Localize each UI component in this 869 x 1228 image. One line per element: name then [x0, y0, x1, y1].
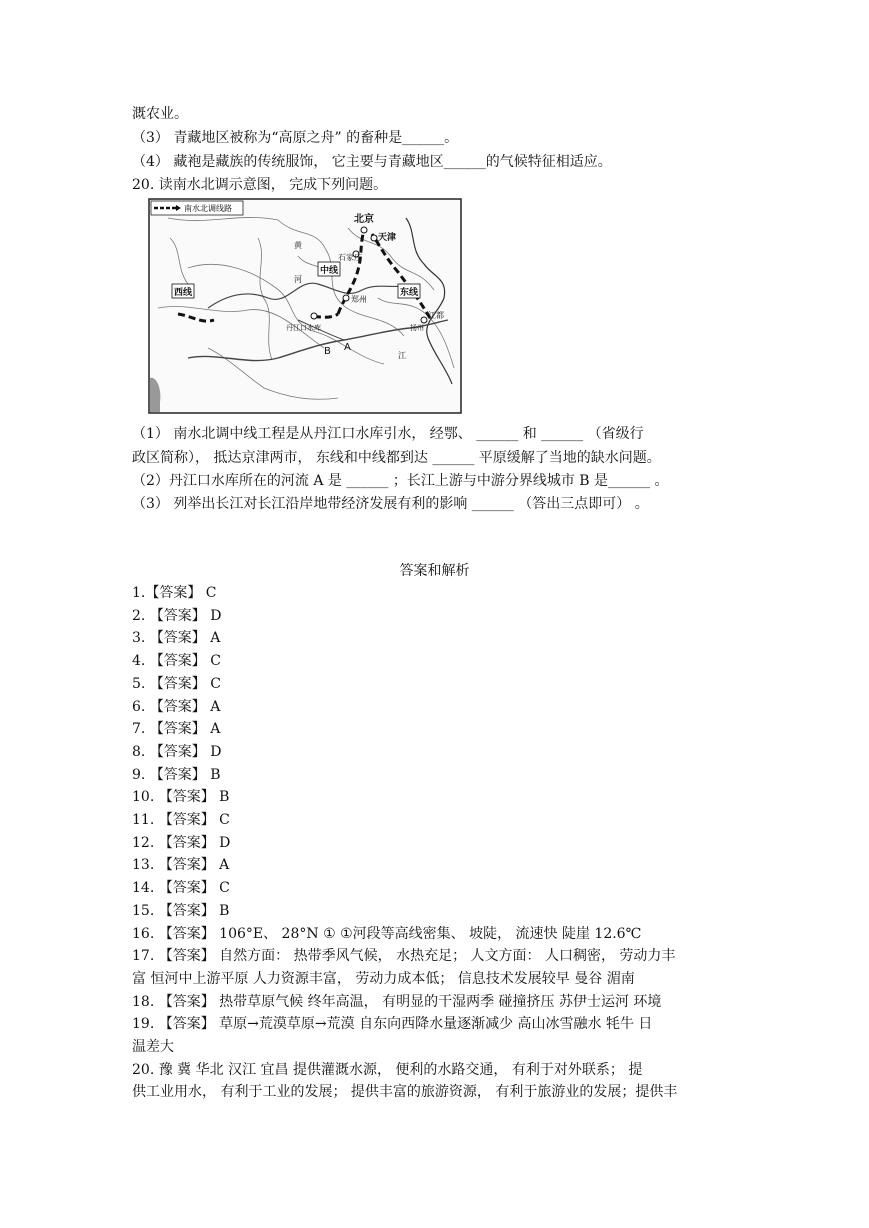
answer-line: 1.【答案】 C: [132, 585, 217, 601]
river-char-label-2: 河: [294, 275, 302, 284]
zhengzhou-marker: [343, 295, 349, 301]
question-19-3: （3） 青藏地区被称为“高原之舟” 的畜种是______。: [132, 130, 459, 146]
question-20-3: （3） 列举出长江对长江沿岸地带经济发展有利的影响 ______ （答出三点即可） 。: [132, 496, 649, 512]
answer-line: 5. 【答案】 C: [132, 676, 221, 692]
east-route-label: 东线: [400, 288, 419, 298]
danjiangkou-marker: [311, 313, 317, 319]
city-b-label: B: [324, 346, 331, 357]
question-20-2: （2）丹江口水库所在的河流 A 是 ______ ；长江上游与中游分界线城市 B 是______ 。: [132, 473, 669, 489]
answer-line: 9. 【答案】 B: [132, 767, 221, 783]
beijing-label: 北京: [354, 214, 374, 225]
answer-line: 18. 【答案】 热带草原气候 终年高温， 有明显的干湿两季 碰撞挤压 苏伊士运河 环境: [132, 994, 662, 1010]
answer-line: 15. 【答案】 B: [132, 903, 230, 919]
answer-line: 13. 【答案】 A: [132, 857, 230, 873]
river-a-label: A: [344, 342, 351, 353]
answer-line: 8. 【答案】 D: [132, 744, 222, 760]
yangzhou-label: 扬州: [410, 324, 424, 332]
answer-line: 17. 【答案】 自然方面： 热带季风气候， 水热充足； 人文方面： 人口稠密， 劳动力丰: [132, 948, 676, 964]
answer-line: 3. 【答案】 A: [132, 630, 221, 646]
legend-label: 南水北调线路: [184, 204, 232, 213]
text-line: 溉农业。: [132, 106, 188, 122]
question-20-1a: （1） 南水北调中线工程是从丹江口水库引水， 经鄂、 ______ 和 ______ （省级行: [132, 426, 644, 442]
answer-line: 6. 【答案】 A: [132, 699, 221, 715]
answer-line: 12. 【答案】 D: [132, 835, 231, 851]
answer-line: 富 恒河中上游平原 人力资源丰富， 劳动力成本低； 信息技术发展较早 曼谷 湄南: [132, 971, 635, 987]
answer-line: 2. 【答案】 D: [132, 608, 222, 624]
question-20-title: 20. 读南水北调示意图， 完成下列问题。: [132, 177, 388, 193]
answer-line: 14. 【答案】 C: [132, 880, 230, 896]
answer-line: 4. 【答案】 C: [132, 653, 221, 669]
question-19-4: （4） 藏袍是藏族的传统服饰， 它主要与青藏地区______的气候特征相适应。: [132, 154, 612, 170]
west-route-label: 西线: [174, 288, 193, 298]
answer-line: 16. 【答案】 106°E、 28°N ① ①河段等高线密集、 坡陡， 流速快 陡崖 12.6℃: [132, 926, 642, 942]
tianjin-marker: [371, 235, 377, 241]
answer-line: 供工业用水， 有利于工业的发展； 提供丰富的旅游资源， 有利于旅游业的发展；提供丰: [132, 1084, 678, 1100]
yellow-char-label: 黄: [294, 241, 302, 250]
river-char-label: 江: [398, 351, 406, 360]
answers-title: 答案和解析: [399, 563, 470, 579]
jiangdu-label: 江都: [428, 311, 444, 320]
answer-line: 10. 【答案】 B: [132, 789, 230, 805]
south-north-water-diversion-map: [148, 198, 462, 414]
jiangdu-marker: [421, 317, 427, 323]
answer-line: 7. 【答案】 A: [132, 721, 221, 737]
middle-route-label: 中线: [320, 266, 339, 276]
question-20-1b: 政区简称）， 抵达京津两市， 东线和中线都到达 ______ 平原缓解了当地的缺水问题。: [132, 450, 661, 466]
zhengzhou-label: 郑州: [351, 295, 367, 304]
beijing-marker: [361, 227, 367, 233]
answer-line: 20. 豫 冀 华北 汉江 宜昌 提供灌溉水源， 便利的水路交通， 有利于对外联系； 提: [132, 1062, 643, 1078]
answer-line: 11. 【答案】 C: [132, 812, 230, 828]
answer-line: 温差大: [132, 1039, 174, 1055]
danjiangkou-label: 丹江口水库: [286, 324, 321, 332]
answer-line: 19. 【答案】 草原→荒漠草原→荒漠 自东向西降水量逐渐减少 高山冰雪融水 牦牛 日: [132, 1016, 653, 1032]
shijiazhuang-label: 石家庄: [338, 253, 362, 262]
tianjin-label: 天津: [378, 233, 397, 243]
